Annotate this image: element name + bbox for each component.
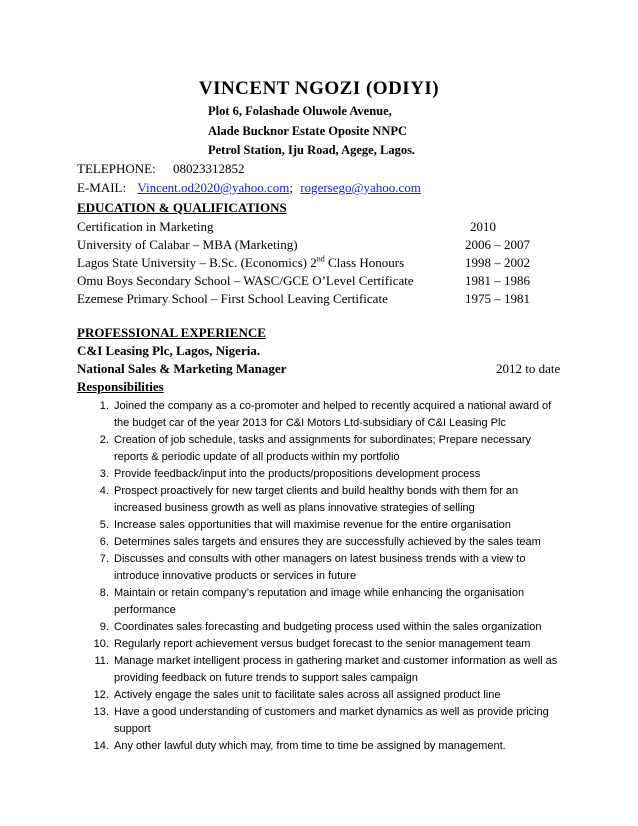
education-item: Omu Boys Secondary School – WASC/GCE O’Level Certificate: [77, 273, 414, 288]
responsibility-item: 9. Coordinates sales forecasting and budgeting process used within the sales organization: [112, 619, 560, 636]
role-period: 2012 to date: [496, 361, 561, 376]
responsibility-item: 6. Determines sales targets and ensures they are successfully achieved by the sales team: [112, 534, 560, 551]
education-year: 2006 – 2007: [465, 237, 530, 252]
responsibility-item: 5. Increase sales opportunities that will maximise revenue for the entire organisation: [112, 517, 560, 534]
responsibility-item: 13. Have a good understanding of customers and market dynamics as well as provide pricing support: [112, 704, 560, 738]
telephone-label: TELEPHONE:: [77, 161, 156, 176]
responsibility-item: 8. Maintain or retain company’s reputation and image while enhancing the organisation performance: [112, 585, 560, 619]
experience-heading: PROFESSIONAL EXPERIENCE: [77, 325, 266, 340]
education-year: 1975 – 1981: [465, 291, 530, 306]
responsibility-item: 12. Actively engage the sales unit to facilitate sales across all assigned product line: [112, 687, 560, 704]
telephone-number: 08023312852: [172, 161, 245, 176]
education-item: [77, 255, 404, 270]
address-line-2: Alade Bucknor Estate Oposite NNPC: [208, 124, 408, 138]
telephone-line: [77, 161, 244, 177]
education-year: 1998 – 2002: [465, 255, 530, 270]
role-row: [77, 361, 561, 377]
email-separator: ;: [289, 180, 293, 195]
responsibility-item: 10. Regularly report achievement versus budget forecast to the senior management team: [112, 636, 560, 653]
education-item-tail: Class Honours: [324, 255, 405, 271]
responsibility-item: 3. Provide feedback/input into the products/propositions development process: [112, 466, 560, 483]
education-item: Certification in Marketing: [77, 219, 214, 234]
email-link-primary[interactable]: Vincent.od2020@yahoo.com: [137, 180, 290, 195]
role-title: National Sales & Marketing Manager: [77, 361, 287, 376]
company-name: C&I Leasing Plc, Lagos, Nigeria.: [77, 343, 261, 358]
ordinal-suffix: nd: [316, 255, 325, 264]
email-link-secondary[interactable]: rogersego@yahoo.com: [300, 180, 421, 195]
responsibility-item: 11. Manage market intelligent process in gathering market and customer information as well as providing feedback on future trends to support sales campaign: [112, 653, 560, 687]
responsibility-item: 1. Joined the company as a co-promoter and helped to recently acquired a national award of the budget car of the year 2013 for C&I Motors Ltd-subsidiary of C&I Leasing Plc: [112, 398, 560, 432]
education-row: [77, 273, 547, 289]
responsibilities-list: [90, 398, 560, 755]
responsibility-item: 2. Creation of job schedule, tasks and assignments for subordinates; Prepare necessary reports & periodic update of all products within my portfolio: [112, 432, 560, 466]
responsibilities-heading: Responsibilities: [77, 379, 164, 394]
education-heading: EDUCATION & QUALIFICATIONS: [77, 200, 287, 215]
email-line: [77, 180, 421, 196]
email-label: E-MAIL:: [77, 180, 127, 195]
education-year: 2010: [470, 219, 496, 234]
education-row: [77, 291, 547, 307]
education-item-main: Lagos State University – B.Sc. (Economics) 2: [77, 255, 317, 271]
address-line-1: Plot 6, Folashade Oluwole Avenue,: [208, 104, 392, 118]
responsibility-item: 7. Discusses and consults with other managers on latest business trends with a view to introduce innovative products or services in future: [112, 551, 560, 585]
education-year: 1981 – 1986: [465, 273, 530, 288]
address-line-3: Petrol Station, Iju Road, Agege, Lagos.: [208, 143, 416, 157]
candidate-name: VINCENT NGOZI (ODIYI): [198, 78, 440, 99]
education-row: [77, 237, 547, 253]
responsibility-item: 14. Any other lawful duty which may, from time to time be assigned by management.: [112, 738, 560, 755]
education-row: [77, 219, 547, 235]
education-item: University of Calabar – MBA (Marketing): [77, 237, 298, 252]
responsibility-item: 4. Prospect proactively for new target clients and build healthy bonds with them for an increased business growth as well as plans innovative strategies of selling: [112, 483, 560, 517]
education-item: Ezemese Primary School – First School Leaving Certificate: [77, 291, 388, 306]
education-row: [77, 255, 547, 271]
